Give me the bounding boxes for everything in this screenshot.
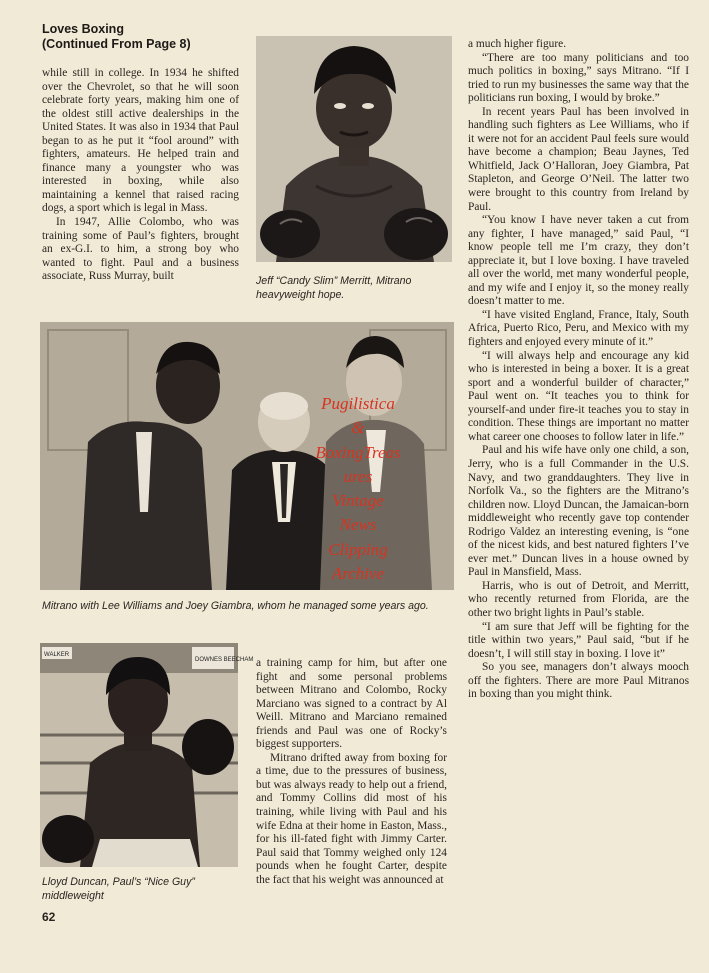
- watermark-line: Clipping: [328, 539, 388, 559]
- paragraph: a training camp for him, but after one fight and some personal problems between Mitrano and Colombo, Rocky Marciano was signed to a contract by Al Weill. Mitrano and Marciano remained friends and Paul was one of Rocky’s biggest supporters.: [256, 657, 447, 751]
- watermark-line: &: [351, 418, 365, 438]
- paragraph: Mitrano drifted away from boxing for a time, due to the pressures of business, but was always ready to help out a friend, and Tommy Collins did most of his training, while living with Paul and his wife Edna at their home in Easton, Mass., for his ill-fated fight with Jimmy Carter. Paul said that Tommy weighed only 124 pounds when he fought Carter, despite the fact that his weight was announced at: [256, 751, 447, 886]
- group-caption: Mitrano with Lee Williams and Joey Giambra, whom he managed some years ago.: [42, 600, 429, 612]
- watermark-line: ures: [343, 466, 373, 486]
- paragraph: So you see, managers don’t always mooch off the fighters. There are more Paul Mitranos in boxing than you might think.: [468, 661, 689, 701]
- paragraph: Paul and his wife have only one child, a son, Jerry, who is a full Commander in the U.S. Navy, and two granddaughters. They live in Norfolk Va., so the fighters are the Mitrano’s children now. Lloyd Duncan, the Jamaican-born middleweight who recently gave top contender Rodrigo Valdez an interesting evening, is “one of the nicest kids, and best natured fighters I’ve ever met.” Duncan lives in a house owned by Paul in Mansfield, Mass.: [468, 444, 689, 579]
- merritt-photo: [256, 36, 452, 262]
- continued-from-note: (Continued From Page 8): [42, 37, 191, 51]
- paragraph: “There are too many politicians and too much politics in boxing,” says Mitrano. “If I tried to run my businesses the same way that the politicians run boxing, I would by broke.”: [468, 51, 689, 105]
- paragraph: a much higher figure.: [468, 38, 567, 50]
- gym-sign-text: DOWNES BEECHAM: [195, 657, 254, 663]
- duncan-photo: [40, 643, 254, 867]
- article-kicker: Loves Boxing: [42, 22, 124, 36]
- column-2: [256, 657, 447, 887]
- watermark-line: BoxingTreas: [315, 442, 401, 462]
- gym-sign-text-2: WALKER: [44, 652, 70, 658]
- paragraph: “I have visited England, France, Italy, South Africa, Puerto Rico, Peru, and Mexico with my fighters and enjoyed every minute of it.”: [468, 308, 689, 349]
- watermark-line: Vintage: [332, 491, 384, 511]
- column-1: [42, 67, 239, 284]
- paragraph: “You know I have never taken a cut from any fighter, I have managed,” said Paul, “I know people tell me I’m crazy, they don’t appreciate it, but I love boxing. I have traveled all over the world, met many wonderful people, and my wife and I enjoy it, so the money really doesn’t matter to me.: [468, 214, 689, 308]
- watermark-line: Pugilistica: [321, 394, 395, 413]
- paragraph: while still in college. In 1934 he shifted over the Chevrolet, so that he will soon celebrate forty years, making him one of the oldest still active dealerships in the United States. It was also in 1934 that Paul began to as he put it “fool around” with fighters, amateurs. He helped train and finance many a youngster who was interested in boxing, while also maintaining a kennel that raised racing dogs, a sport which is legal in Mass.: [42, 67, 239, 215]
- column-3: [468, 38, 689, 702]
- paragraph: In 1947, Allie Colombo, who was training some of Paul’s fighters, brought an ex-G.I. to him, a strong boy who wanted to fight. Paul and a business associate, Russ Murray, built: [42, 216, 239, 283]
- paragraph: Harris, who is out of Detroit, and Merritt, who recently returned from Florida, are the other two bright lights in Paul’s stable.: [468, 579, 689, 619]
- archive-watermark: [290, 392, 426, 586]
- watermark-line: Archive: [331, 564, 385, 584]
- page-number: 62: [42, 910, 56, 924]
- merritt-caption: Jeff “Candy Slim” Merritt, Mitrano heavyweight hope.: [256, 275, 412, 301]
- paragraph: “I will always help and encourage any kid who is interested in being a boxer. It is a great sport and a wonderful builder of character,” Paul went on. “It teaches you to think for yourself-and under fire-it teaches you to stay in condition. These things are important no matter what career one chooses to follow later in life.”: [468, 349, 689, 443]
- watermark-line: News: [339, 515, 377, 535]
- duncan-caption: Lloyd Duncan, Paul’s “Nice Guy” middleweight: [42, 876, 195, 902]
- paragraph: “I am sure that Jeff will be fighting for the title within two years,” Paul said, “but if he doesn’t, I will still stay in boxing. I love it”: [468, 620, 689, 660]
- continued-header: [42, 22, 252, 52]
- paragraph: In recent years Paul has been involved in handling such fighters as Lee Williams, who if it were not for an accident Paul feels sure would have become a champion; Beau Jaynes, Ted Whitfield, Jack O’Halloran, Joey Giambra, Pat Stapleton, and George O’Neil. The latter two were brought to this country from Ireland by Paul.: [468, 105, 689, 213]
